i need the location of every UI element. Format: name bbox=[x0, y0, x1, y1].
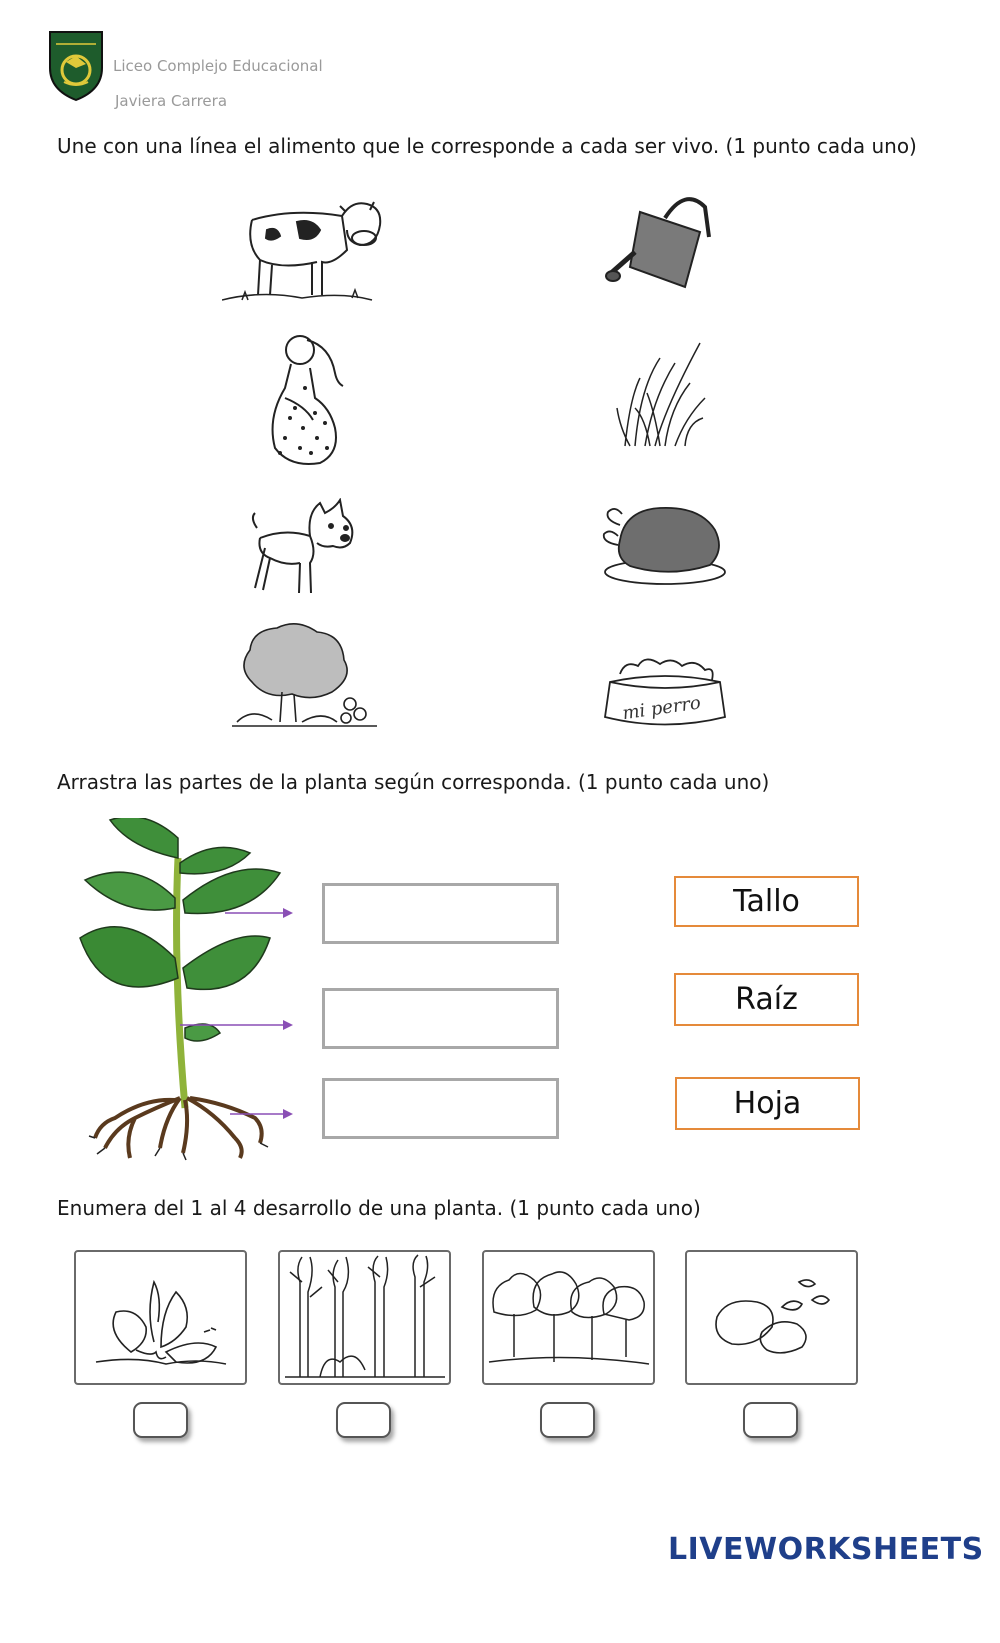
school-subname: Javiera Carrera bbox=[115, 92, 228, 110]
cow-icon bbox=[222, 190, 387, 310]
stage-card-forest bbox=[278, 1250, 451, 1385]
school-name: Liceo Complejo Educacional bbox=[113, 57, 323, 75]
stage-number-input-2[interactable] bbox=[336, 1402, 391, 1438]
roast-chicken-icon bbox=[600, 500, 730, 588]
stage-card-seeds bbox=[685, 1250, 858, 1385]
school-logo bbox=[46, 28, 106, 103]
answer-drop-box-2[interactable] bbox=[322, 988, 559, 1049]
liveworksheets-brand: LIVEWORKSHEETS bbox=[668, 1531, 984, 1567]
stage-card-young-trees bbox=[482, 1250, 655, 1385]
answer-drop-box-3[interactable] bbox=[322, 1078, 559, 1139]
arrow-stem bbox=[180, 1018, 295, 1032]
grass-icon bbox=[615, 338, 715, 448]
word-card-tallo[interactable]: Tallo bbox=[674, 876, 859, 927]
sprout-icon bbox=[76, 1252, 245, 1383]
liveworksheets-logo bbox=[664, 1531, 984, 1567]
stage-card-sprout bbox=[74, 1250, 247, 1385]
section1-instruction: Une con una línea el alimento que le corresponde a cada ser vivo. (1 punto cada uno) bbox=[57, 134, 917, 158]
young-trees-icon bbox=[484, 1252, 653, 1383]
tree-icon bbox=[232, 622, 377, 732]
dog-food-bowl-icon bbox=[600, 652, 730, 732]
watering-can-icon bbox=[605, 192, 730, 297]
bowl-label: mi perro bbox=[621, 692, 703, 725]
seeds-icon bbox=[687, 1252, 856, 1383]
answer-drop-box-1[interactable] bbox=[322, 883, 559, 944]
arrow-leaf bbox=[225, 906, 295, 920]
word-card-hoja[interactable]: Hoja bbox=[675, 1077, 860, 1130]
stage-number-input-4[interactable] bbox=[743, 1402, 798, 1438]
stage-number-input-1[interactable] bbox=[133, 1402, 188, 1438]
dog-icon bbox=[245, 498, 360, 603]
arrow-root bbox=[230, 1107, 295, 1121]
stage-number-input-3[interactable] bbox=[540, 1402, 595, 1438]
word-card-raiz[interactable]: Raíz bbox=[674, 973, 859, 1026]
pregnant-woman-icon bbox=[255, 328, 355, 478]
forest-icon bbox=[280, 1252, 449, 1383]
section3-instruction: Enumera del 1 al 4 desarrollo de una planta. (1 punto cada uno) bbox=[57, 1196, 701, 1220]
section2-instruction: Arrastra las partes de la planta según corresponda. (1 punto cada uno) bbox=[57, 770, 770, 794]
